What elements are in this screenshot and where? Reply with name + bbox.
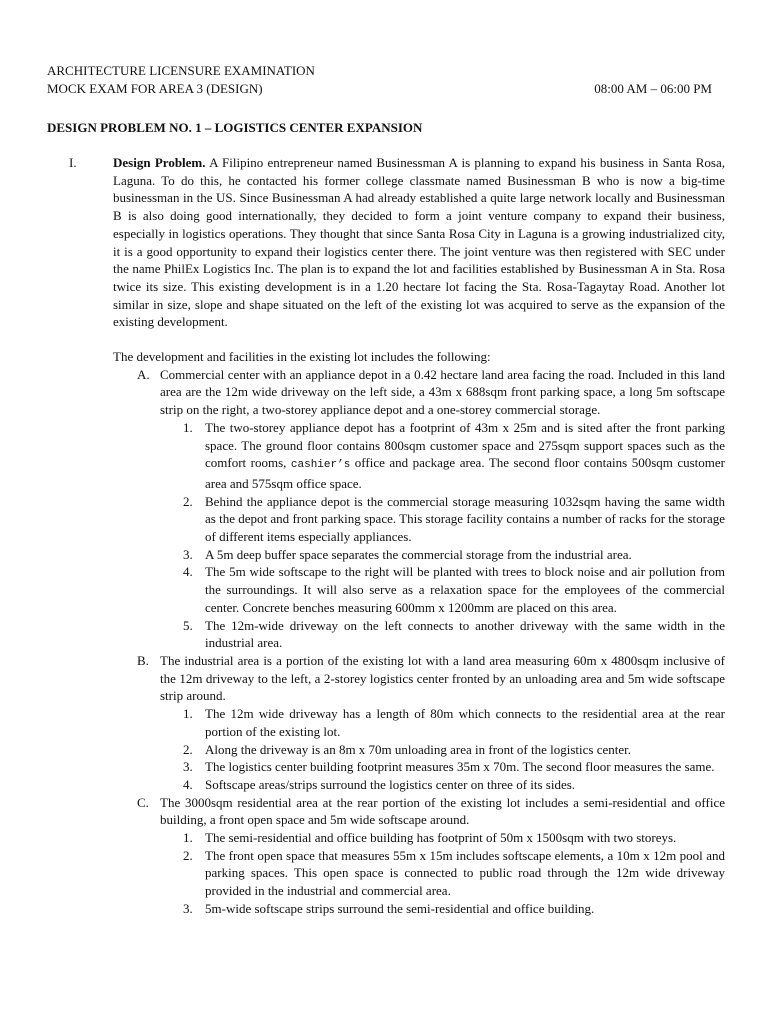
item-label: A. xyxy=(137,366,150,382)
section-content xyxy=(113,154,725,918)
list-item-c xyxy=(113,794,725,829)
sub-item-text: The two-storey appliance depot has a footprint of 43m x 25m and is sited after the front parking space. The ground floor contains 800sqm customer space and 275sqm support spaces such as the comfort rooms, xyxy=(205,419,725,471)
sub-item-number: 1. xyxy=(183,706,193,722)
item-text: The industrial area is a portion of the existing lot with a land area measuring 60m x 4800sqm inclusive of the 12m driveway to the left, a 2-storey logistics center fronted by an unloading area and 5m wide softscape strip around. xyxy=(160,652,725,704)
exam-title: ARCHITECTURE LICENSURE EXAMINATION xyxy=(47,63,315,78)
sub-item xyxy=(113,741,725,759)
development-intro: The development and facilities in the existing lot includes the following: xyxy=(113,349,491,365)
sub-item xyxy=(113,493,725,546)
sub-item-text: Along the driveway is an 8m x 70m unloading area in front of the logistics center. xyxy=(205,741,632,757)
sub-item-text: 5m-wide softscape strips surround the semi-residential and office building. xyxy=(205,900,595,916)
sub-item xyxy=(113,419,725,493)
sub-item-number: 5. xyxy=(183,617,193,633)
sub-item xyxy=(113,758,725,776)
item-text: Commercial center with an appliance depot in a 0.42 hectare land area facing the road. Included in this land area are the 12m wide driveway on the left side, a 43m x 688sqm front parking space, a long 5m softscape strip on the right, a two-storey appliance depot and a one-storey commercial storage. xyxy=(160,366,725,418)
sub-item-text: The semi-residential and office building has footprint of 50m x 1500sqm with two storeys. xyxy=(205,830,677,846)
list-item-a xyxy=(113,366,725,419)
design-problem-body: A Filipino entrepreneur named Businessman A is planning to expand his business in Santa Rosa, Laguna. To do this, he contacted his former college classmate named Businessman B who is now a big-time businessman in the US. Since Businessman A had already established a quite large network locally and Businessman B is also doing good internationally, they decided to form a joint venture company to expand their business, especially in logistics operations. They thought that since Santa Rosa City in Laguna is a growing industrialized city, it is a good opportunity to expand their logistics center there. The joint venture was then registered with SEC under the name PhilEx Logistics Inc. The plan is to expand the lot and facilities established by Businessman A in Sta. Rosa twice its size. This existing development is in a 1.20 hectare lot facing the Sta. Rosa-Tagaytay Road. Another lot similar in size, slope and shape situated on the left of the existing lot was acquired to serve as the expansion of the existing development. xyxy=(113,155,725,330)
exam-subtitle: MOCK EXAM FOR AREA 3 (DESIGN) xyxy=(47,81,263,96)
sub-item xyxy=(113,563,725,616)
sub-item-number: 2. xyxy=(183,847,193,863)
sub-item-text: Behind the appliance depot is the commercial storage measuring 1032sqm having the same width as the depot and front parking space. This storage facility contains a number of racks for the storage of different items especially appliances. xyxy=(205,493,725,545)
item-text: The 3000sqm residential area at the rear portion of the existing lot includes a semi-residential and office building, a front open space and 5m wide softscape around. xyxy=(160,794,725,828)
sub-item xyxy=(113,546,725,564)
header-line-2 xyxy=(47,80,712,98)
sub-item-text: The 12m wide driveway has a length of 80m which connects to the residential area at the rear portion of the existing lot. xyxy=(205,706,725,739)
sub-item xyxy=(113,847,725,900)
exam-time: 08:00 AM – 06:00 PM xyxy=(594,81,712,96)
sub-item-mono-text: cashier’s xyxy=(290,459,351,472)
sub-item-number: 3. xyxy=(183,900,193,916)
list-item-b xyxy=(113,652,725,705)
sub-item-number: 4. xyxy=(183,776,193,792)
sub-item-number: 2. xyxy=(183,493,193,509)
sub-item xyxy=(113,705,725,740)
sub-item-number: 4. xyxy=(183,564,193,580)
header-line-1 xyxy=(47,62,712,80)
sub-item-text: The 5m wide softscape to the right will be planted with trees to block noise and air pollution from the surroundings. It will also serve as a relaxation space for the employees of the commercial center. Concrete benches measuring 600mm x 1200mm are placed on this area. xyxy=(205,564,725,615)
sub-item xyxy=(113,829,725,847)
document-header xyxy=(47,62,712,98)
section-numeral: I. xyxy=(69,155,77,170)
sub-item xyxy=(113,776,725,794)
sub-item-number: 1. xyxy=(183,830,193,846)
design-problem-lead: Design Problem. xyxy=(113,155,206,170)
item-label: C. xyxy=(137,794,149,810)
sub-item-text: Softscape areas/strips surround the logistics center on three of its sides. xyxy=(205,776,576,792)
sub-item xyxy=(113,617,725,652)
problem-title: DESIGN PROBLEM NO. 1 – LOGISTICS CENTER EXPANSION xyxy=(47,120,423,135)
item-label: B. xyxy=(137,652,149,668)
sub-item-text-cont: office and package area. The second floor contains 500sqm customer area and 575sqm office space. xyxy=(205,455,726,491)
sub-item-number: 2. xyxy=(183,741,193,757)
sub-item-number: 3. xyxy=(183,546,193,562)
sub-item-number: 3. xyxy=(183,759,193,775)
sub-item-text: The 12m-wide driveway on the left connects to another driveway with the same width in the industrial area. xyxy=(205,617,725,651)
sub-item-text: The front open space that measures 55m x 15m includes softscape elements, a 10m x 12m pool and parking spaces. This open space is connected to public road through the 12m wide driveway provided in the industrial and commercial area. xyxy=(205,847,725,899)
sub-item-text: The logistics center building footprint measures 35m x 70m. The second floor measures the same. xyxy=(205,759,715,775)
sub-item-text: A 5m deep buffer space separates the commercial storage from the industrial area. xyxy=(205,546,632,562)
sub-item xyxy=(113,900,725,918)
design-problem-paragraph xyxy=(113,154,725,331)
sub-item-number: 1. xyxy=(183,419,193,435)
